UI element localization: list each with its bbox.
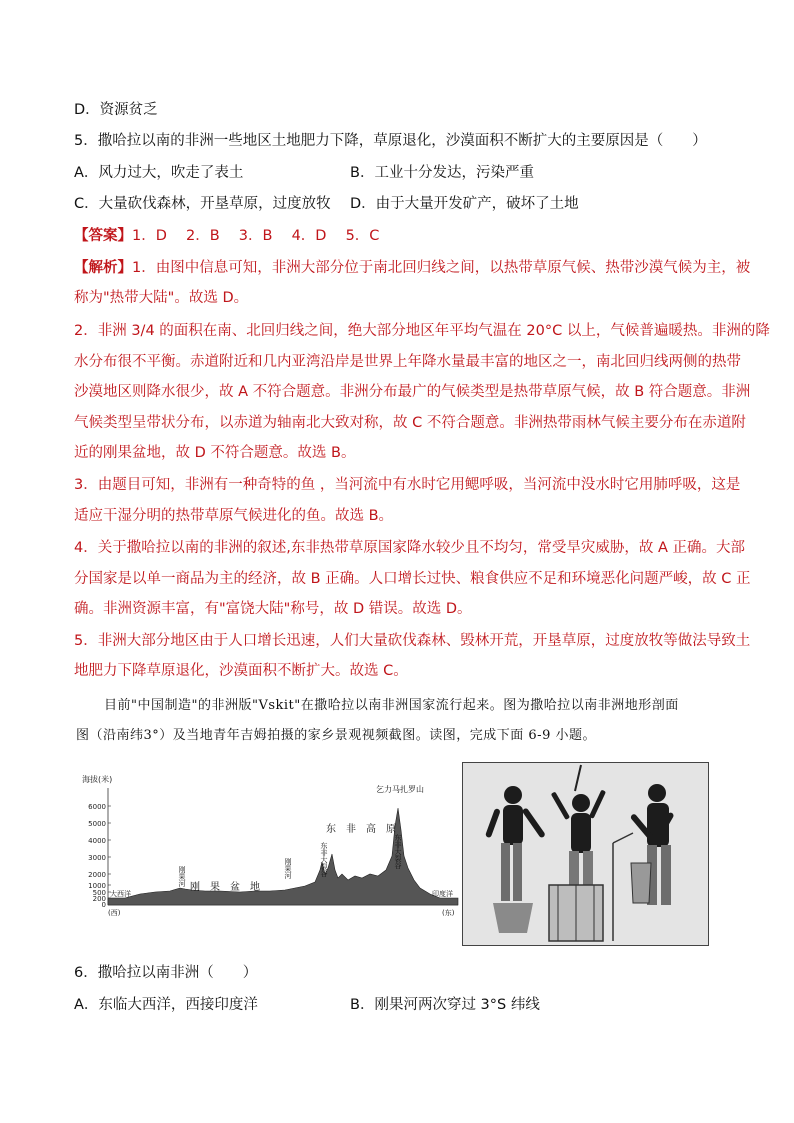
ytick-1000: 1000 <box>88 882 106 890</box>
label-congo-river-2: 刚果河 <box>284 858 292 879</box>
analysis-line-13: 5．非洲大部分地区由于人口增长迅速，人们大量砍伐森林、毁林开荒，开垦草原，过度放牧等做法导致土 <box>74 633 751 649</box>
analysis-line-3: 2．非洲 3/4 的面积在南、北回归线之间，绝大部分地区年平均气温在 20°C 以上，气候普遍暖热。非洲的降 <box>74 323 770 339</box>
label-rift-1: 东非大裂谷 <box>320 842 328 877</box>
ytick-6000: 6000 <box>88 803 106 811</box>
answer-line <box>74 226 379 246</box>
answer-text: 1．D 2．B 3．B 4．D 5．C <box>132 228 380 244</box>
analysis-line-12: 确。非洲资源丰富，有"富饶大陆"称号，故 D 错误。故选 D。 <box>74 601 472 617</box>
analysis-text-1: 1．由图中信息可知，非洲大部分位于南北回归线之间，以热带草原气候、热带沙漠气候为主，被 <box>132 260 751 276</box>
question-6-stem: 6．撒哈拉以南非洲（ ） <box>74 965 258 981</box>
analysis-line-6: 气候类型呈带状分布，以赤道为轴南北大致对称，故 C 不符合题意。非洲热带雨林气候主要分布在赤道附 <box>74 415 746 431</box>
analysis-line-4: 水分布很不平衡。赤道附近和几内亚湾沿岸是世界上年降水量最丰富的地区之一，南北回归线两侧的热带 <box>74 354 741 370</box>
analysis-tag: 【解析】 <box>74 260 132 276</box>
ytick-200: 200 <box>92 895 106 903</box>
profile-ylabel: 海拔(米) <box>82 775 113 784</box>
intro-line-1: 目前"中国制造"的非洲版"Vskit"在撒哈拉以南非洲国家流行起来。图为撒哈拉以南非洲地形剖面 <box>104 698 679 713</box>
question-5-stem: 5．撒哈拉以南的非洲一些地区土地肥力下降，草原退化，沙漠面积不断扩大的主要原因是（ ） <box>74 133 707 149</box>
label-atlantic: 大西洋 <box>110 890 131 898</box>
question-6-option-b: B．刚果河两次穿过 3°S 纬线 <box>350 997 540 1013</box>
label-congo-river-1: 刚果河 <box>178 866 186 887</box>
analysis-line-9: 适应干湿分明的热带草原气候进化的鱼。故选 B。 <box>74 508 394 524</box>
analysis-line-14: 地肥力下降草原退化，沙漠面积不断扩大。故选 C。 <box>74 663 408 679</box>
ytick-4000: 4000 <box>88 837 106 845</box>
label-plateau: 东 非 高 原 <box>326 824 396 835</box>
analysis-line-10: 4．关于撒哈拉以南的非洲的叙述,东非热带草原国家降水较少且不均匀，常受旱灾威胁，故 A 正确。大部 <box>74 540 745 556</box>
analysis-line-2: 称为"热带大陆"。故选 D。 <box>74 290 249 306</box>
question-6-option-a: A．东临大西洋，西接印度洋 <box>74 997 258 1013</box>
question-5-option-c: C．大量砍伐森林，开垦草原，过度放牧 <box>74 196 331 212</box>
terrain-profile-figure <box>80 770 460 920</box>
label-basin: 刚 果 盆 地 <box>190 882 260 893</box>
analysis-line-7: 近的刚果盆地，故 D 不符合题意。故选 B。 <box>74 445 356 461</box>
ytick-5000: 5000 <box>88 820 106 828</box>
ytick-3000: 3000 <box>88 854 106 862</box>
ytick-0: 0 <box>101 901 106 909</box>
prev-option-d: D．资源贫乏 <box>74 102 158 118</box>
label-rift-2: 东非大裂谷 <box>394 834 402 869</box>
terrain-profile-shape <box>108 808 458 905</box>
drummers-illustration <box>463 763 708 945</box>
ytick-2000: 2000 <box>88 871 106 879</box>
label-east: (东) <box>442 909 455 917</box>
ytick-500: 500 <box>92 889 106 897</box>
question-5-option-b: B．工业十分发达，污染严重 <box>350 165 534 181</box>
label-west: (西) <box>108 909 121 917</box>
question-5-option-a: A．风力过大，吹走了表土 <box>74 165 244 181</box>
analysis-line-8: 3．由题目可知，非洲有一种奇特的鱼 ，当河流中有水时它用鳃呼吸，当河流中没水时它用肺呼吸，这是 <box>74 477 741 493</box>
analysis-line-1 <box>74 258 750 278</box>
analysis-line-5: 沙漠地区则降水很少，故 A 不符合题意。非洲分布最广的气候类型是热带草原气候，故 B 符合题意。非洲 <box>74 384 751 400</box>
question-5-option-d: D．由于大量开发矿产，破坏了土地 <box>350 196 579 212</box>
answer-tag: 【答案】 <box>74 228 132 244</box>
intro-line-2: 图（沿南纬3°）及当地青年吉姆拍摄的家乡景观视频截图。读图，完成下面 6-9 小题。 <box>76 728 596 743</box>
label-indian: 印度洋 <box>432 890 453 898</box>
label-peak: 乞力马扎罗山 <box>376 785 424 794</box>
analysis-line-11: 分国家是以单一商品为主的经济，故 B 正确。人口增长过快、粮食供应不足和环境恶化问题严峻，故 C 正 <box>74 571 751 587</box>
video-screenshot-photo <box>462 762 709 946</box>
